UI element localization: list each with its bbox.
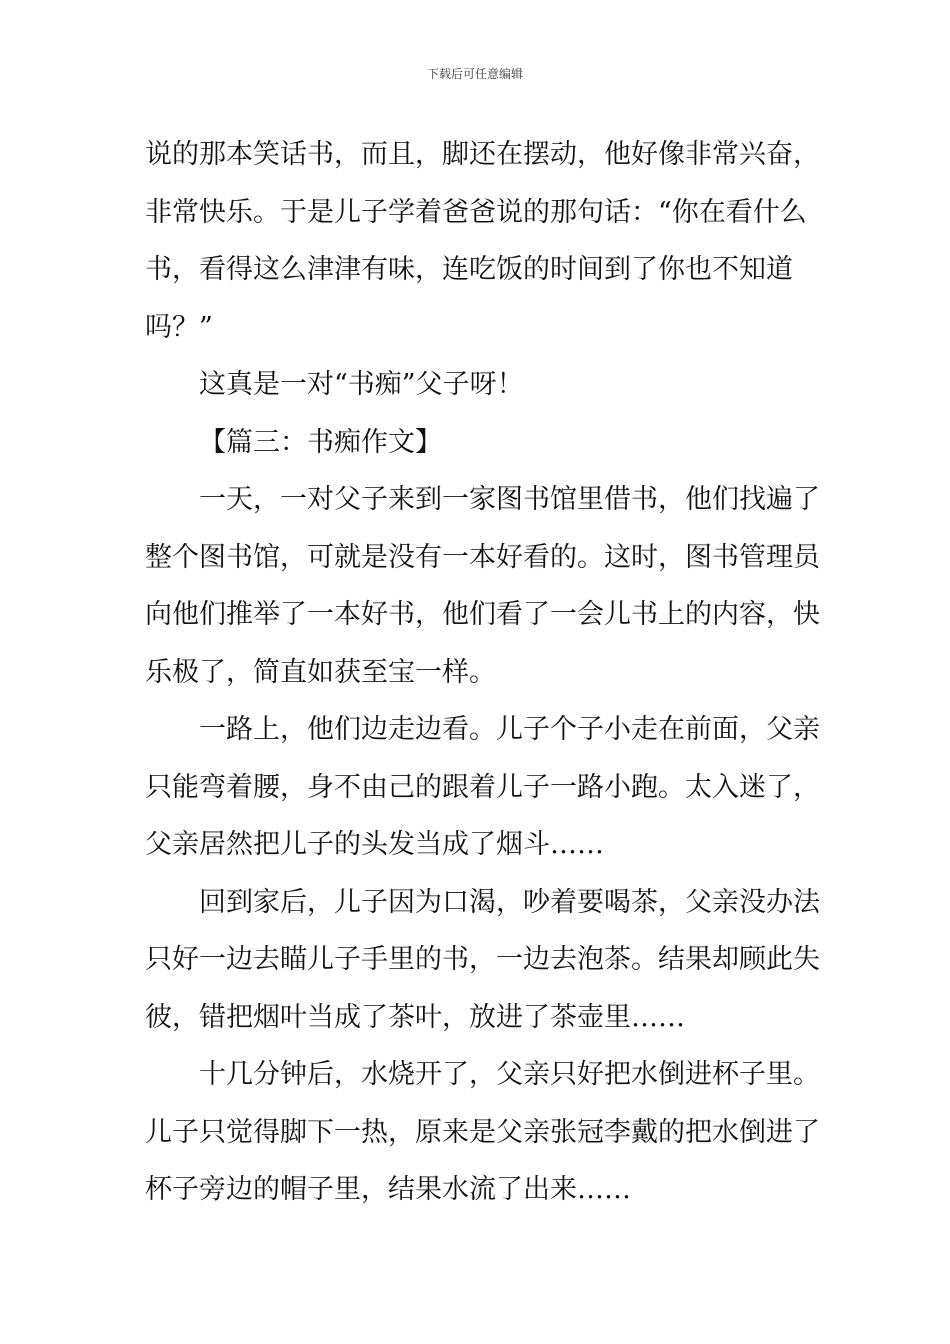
text-line: 一天，一对父子来到一家图书馆里借书，他们找遍了 [199,484,820,515]
page-header: 下载后可任意编辑 [426,67,523,81]
document-body [145,126,820,1219]
text-line: 非常快乐。于是儿子学着爸爸说的那句话：“你在看什么 [145,196,807,228]
text-line: 父亲居然把儿子的头发当成了烟斗…… [145,829,604,860]
text-line: 乐极了，简直如获至宝一样。 [145,656,496,688]
text-line: 杯子旁边的帽子里，结果水流了出来…… [145,1174,631,1205]
text-line: 十几分钟后，水烧开了，父亲只好把水倒进杯子里。 [199,1059,820,1090]
text-line: 整个图书馆，可就是没有一本好看的。这时，图书管理员 [145,541,820,573]
text-line: 说的那本笑话书，而且，脚还在摆动，他好像非常兴奋， [145,139,820,170]
text-line: 只能弯着腰，身不由己的跟着儿子一路小跑。太入迷了， [145,771,820,803]
text-line: 书，看得这么津津有味，连吃饭的时间到了你也不知道 [145,254,793,285]
text-line: 回到家后，儿子因为口渴，吵着要喝茶，父亲没办法 [199,886,820,918]
text-line: 只好一边去瞄儿子手里的书，一边去泡茶。结果却顾此失 [145,944,820,975]
section-heading: 【篇三：书痴作文】 [199,426,442,458]
text-line: 这真是一对“书痴”父子呀！ [199,369,524,400]
text-line: 彼，错把烟叶当成了茶叶，放进了茶壶里…… [145,1001,685,1033]
text-line: 吗？” [145,311,213,343]
text-line: 儿子只觉得脚下一热，原来是父亲张冠李戴的把水倒进了 [145,1116,820,1148]
text-line: 向他们推举了一本好书，他们看了一会儿书上的内容，快 [145,599,820,630]
text-line: 一路上，他们边走边看。儿子个子小走在前面，父亲 [199,714,820,745]
